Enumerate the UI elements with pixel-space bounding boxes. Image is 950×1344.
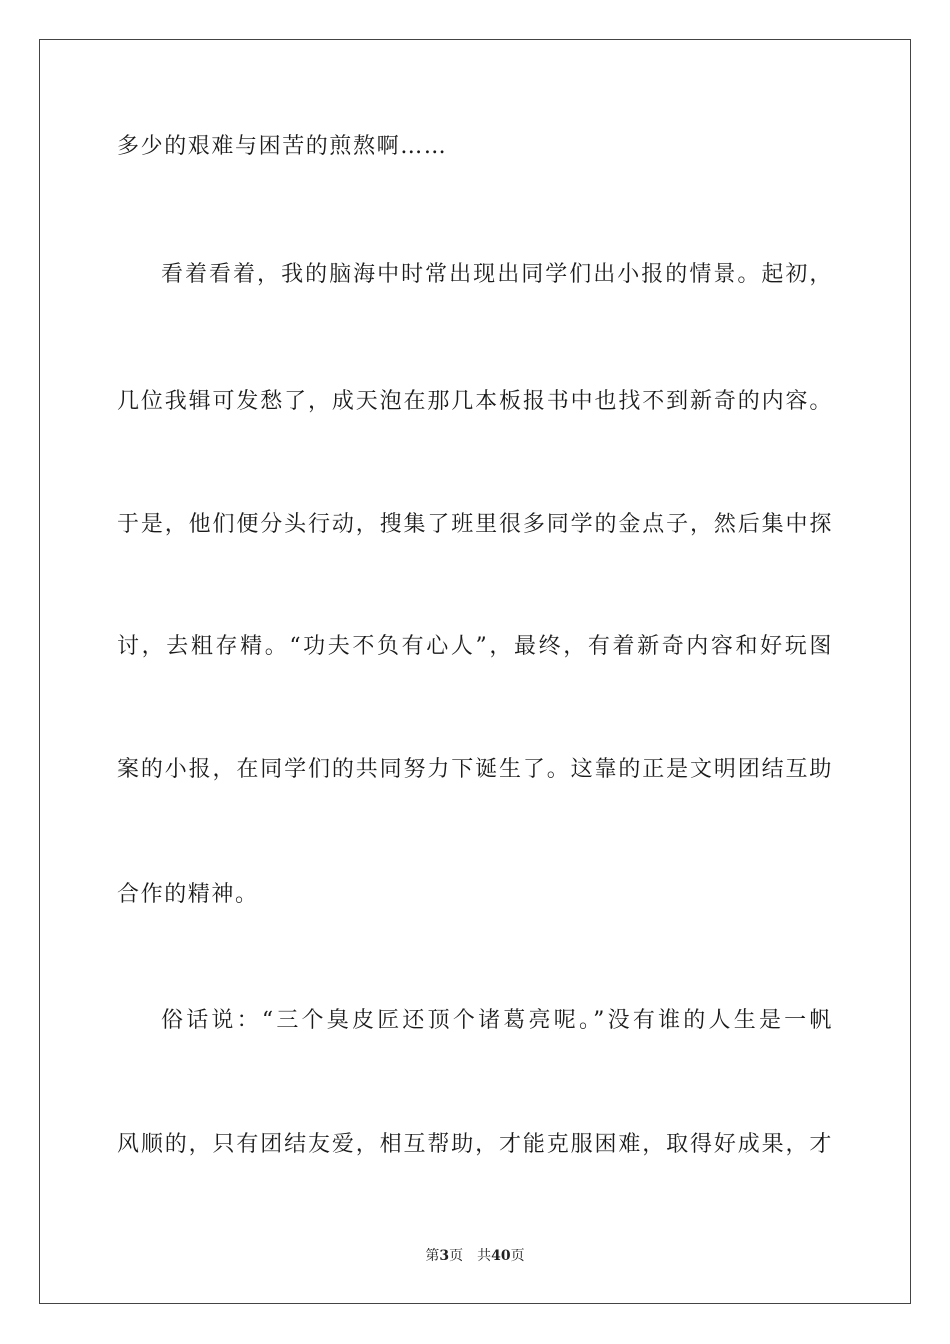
page-footer bbox=[0, 1246, 950, 1266]
footer-total-suffix: 页 bbox=[510, 1248, 525, 1264]
text-line-8: 俗话说：“三个臭皮匠还顶个诸葛亮呢。”没有谁的人生是一帆 bbox=[161, 1008, 833, 1033]
text-line-5: 讨，去粗存精。“功夫不负有心人”，最终，有着新奇内容和好玩图 bbox=[117, 634, 833, 659]
footer-total-pages: 40 bbox=[491, 1248, 511, 1264]
footer-page-prefix: 第 bbox=[425, 1248, 440, 1264]
text-line-4: 于是，他们便分头行动，搜集了班里很多同学的金点子，然后集中探 bbox=[117, 512, 833, 537]
footer-total-prefix: 共 bbox=[477, 1248, 492, 1264]
footer-page-number: 3 bbox=[439, 1248, 450, 1264]
text-line-7: 合作的精神。 bbox=[117, 882, 259, 907]
text-line-9: 风顺的，只有团结友爱，相互帮助，才能克服困难，取得好成果，才 bbox=[117, 1132, 833, 1157]
page-border bbox=[39, 39, 911, 1304]
text-line-2: 看着看着，我的脑海中时常出现出同学们出小报的情景。起初， bbox=[161, 262, 833, 287]
footer-page-suffix: 页 bbox=[449, 1248, 464, 1264]
text-line-6: 案的小报，在同学们的共同努力下诞生了。这靠的正是文明团结互助 bbox=[117, 757, 833, 782]
text-line-3: 几位我辑可发愁了，成天泡在那几本板报书中也找不到新奇的内容。 bbox=[117, 389, 833, 414]
text-line-1: 多少的艰难与困苦的煎熬啊…… bbox=[117, 134, 448, 159]
